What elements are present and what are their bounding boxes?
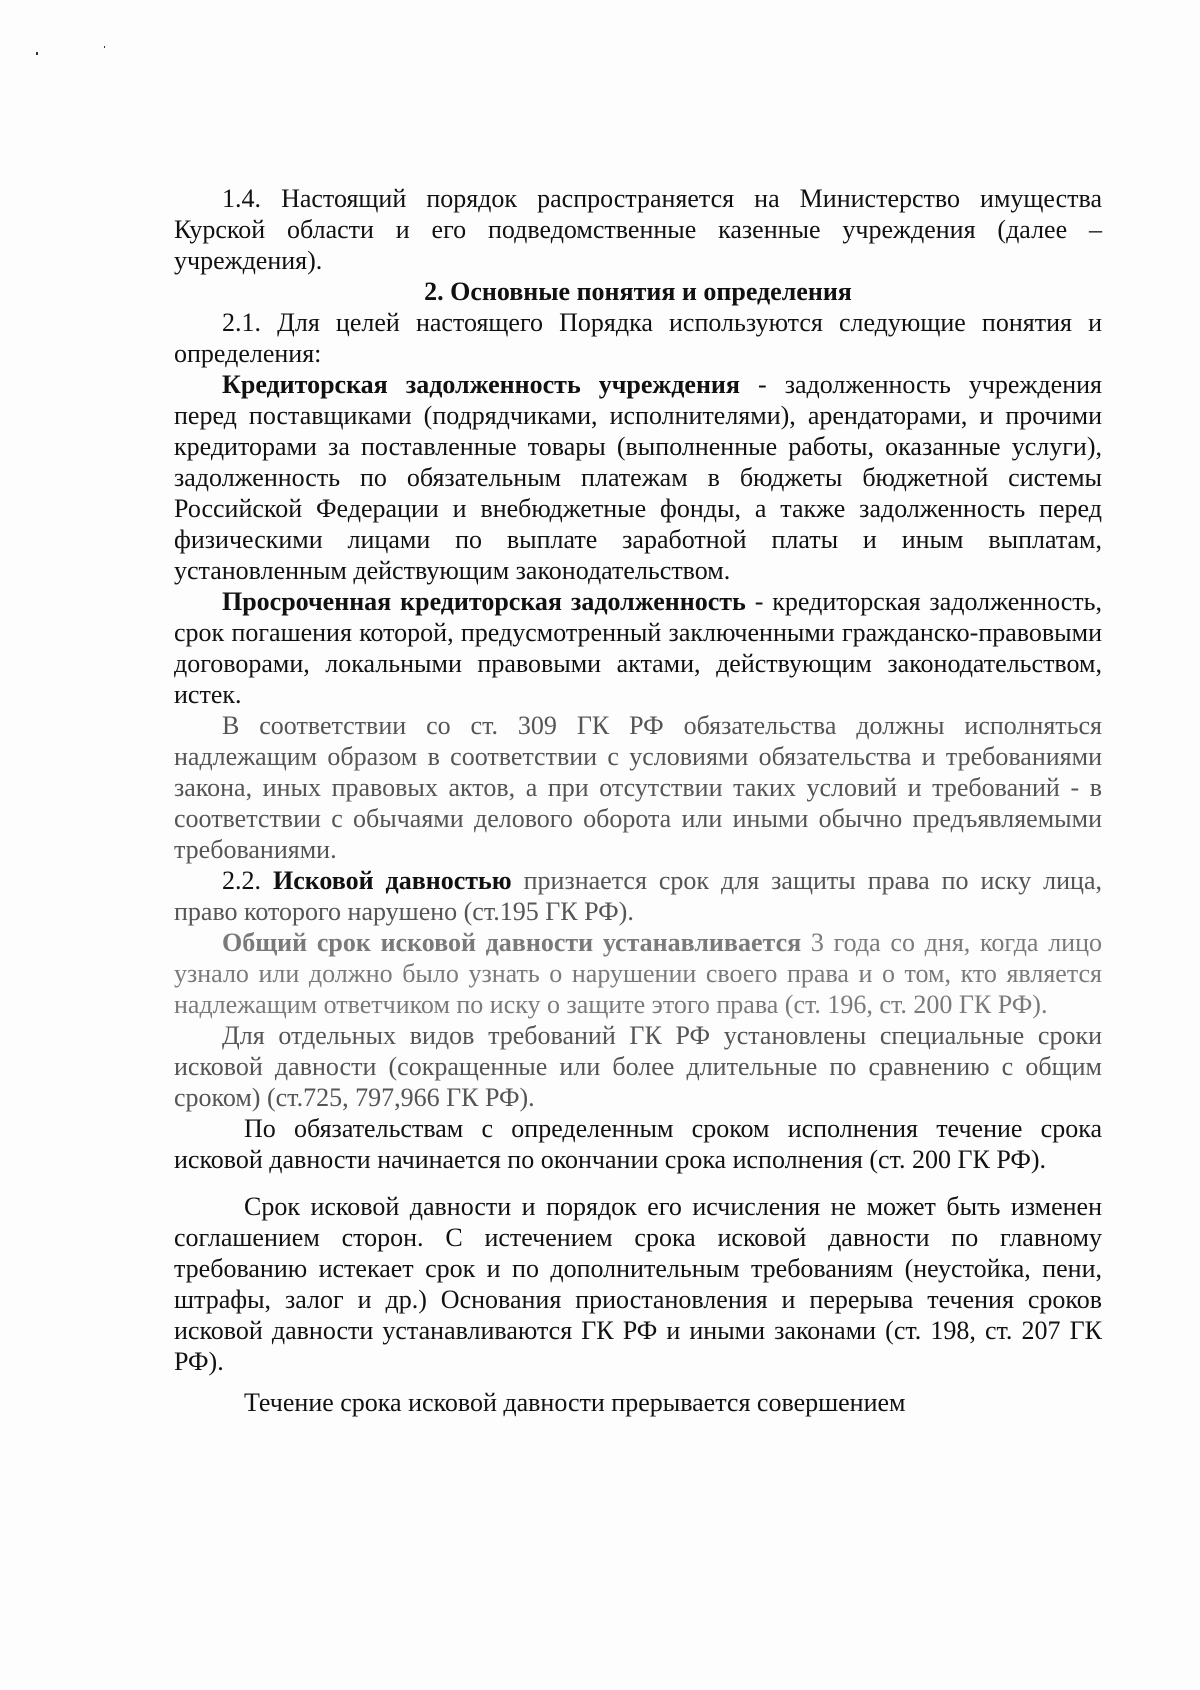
paragraph-article-309: В соответствии со ст. 309 ГК РФ обязательства должны исполняться надлежащим образом в соответствии с условиями обязательства и требованиями закона, иных правовых актов, а при отсутствии таких условий и требований - в соответствии с обычаями делового оборота или иными обычно предъявляемыми требованиями. xyxy=(174,711,1102,864)
paragraph-special-periods: Для отдельных видов требований ГК РФ установлены специальные сроки исковой давности (сокращенные или более длительные по сравнению с общим сроком) (ст.725, 797,966 ГК РФ). xyxy=(174,1021,1102,1112)
term-creditor-debt: Кредиторская задолженность учреждения xyxy=(222,370,740,399)
paragraph-2-2-text: признается срок для защиты права по иску лица, право которого нарушено (ст.195 ГК РФ). xyxy=(174,866,1103,926)
paragraph-2-2 xyxy=(174,865,1102,927)
definition-creditor-debt xyxy=(174,369,1102,586)
term-general-period: Общий срок исковой давности устанавливается xyxy=(222,928,802,957)
paragraph-1-4: 1.4. Настоящий порядок распространяется на Министерство имущества Курской области и его подведомственные казенные учреждения (далее – учреждения). xyxy=(174,184,1102,275)
definition-creditor-debt-text: - задолженность учреждения перед поставщиками (подрядчиками, исполнителями), арендаторами, и прочими кредиторами за поставленные товары (выполненные работы, оказанные услуги), задолженность по обязательным платежам в бюджеты бюджетной системы Российской Федерации и внебюджетные фонды, а также задолженность перед физическими лицами по выплате заработной платы и иным выплатам, установленным действующим законодательством. xyxy=(174,370,1102,585)
scan-speck xyxy=(36,52,38,55)
definition-overdue-debt xyxy=(174,586,1102,710)
paragraph-interruption: Течение срока исковой давности прерывается совершением xyxy=(244,1388,906,1417)
paragraph-2-2-number: 2.2. xyxy=(222,866,273,895)
document-body xyxy=(174,183,1102,1418)
paragraph-fixed-term: По обязательствам с определенным сроком исполнения течение срока исковой давности начинается по окончании срока исполнения (ст. 200 ГК РФ). xyxy=(174,1114,1102,1174)
term-limitation-period: Исковой давностью xyxy=(272,866,512,895)
paragraph-general-period xyxy=(174,927,1102,1020)
definition-overdue-debt-text: - кредиторская задолженность, срок погашения которой, предусмотренный заключенными гражданско-правовыми договорами, локальными правовыми актами, действующим законодательством, истек. xyxy=(174,587,1102,709)
scan-speck xyxy=(104,46,105,48)
term-overdue-debt: Просроченная кредиторская задолженность xyxy=(222,587,746,616)
section-heading: 2. Основные понятия и определения xyxy=(424,277,852,306)
paragraph-not-changeable: Срок исковой давности и порядок его исчисления не может быть изменен соглашением сторон. С истечением срока исковой давности по главному требованию истекает срок и по дополнительным требованиям (неустойка, пени, штрафы, залог и др.) Основания приостановления и перерыва течения сроков исковой давности устанавливаются ГК РФ и иными законами (ст. 198, ст. 207 ГК РФ). xyxy=(174,1192,1102,1376)
paragraph-general-period-text: 3 года со дня, когда лицо узнало или должно было узнать о нарушении своего права и о том, кто является надлежащим ответчиком по иску о защите этого права (ст. 196, ст. 200 ГК РФ). xyxy=(174,928,1102,1019)
paragraph-2-1: 2.1. Для целей настоящего Порядка используются следующие понятия и определения: xyxy=(174,308,1102,368)
